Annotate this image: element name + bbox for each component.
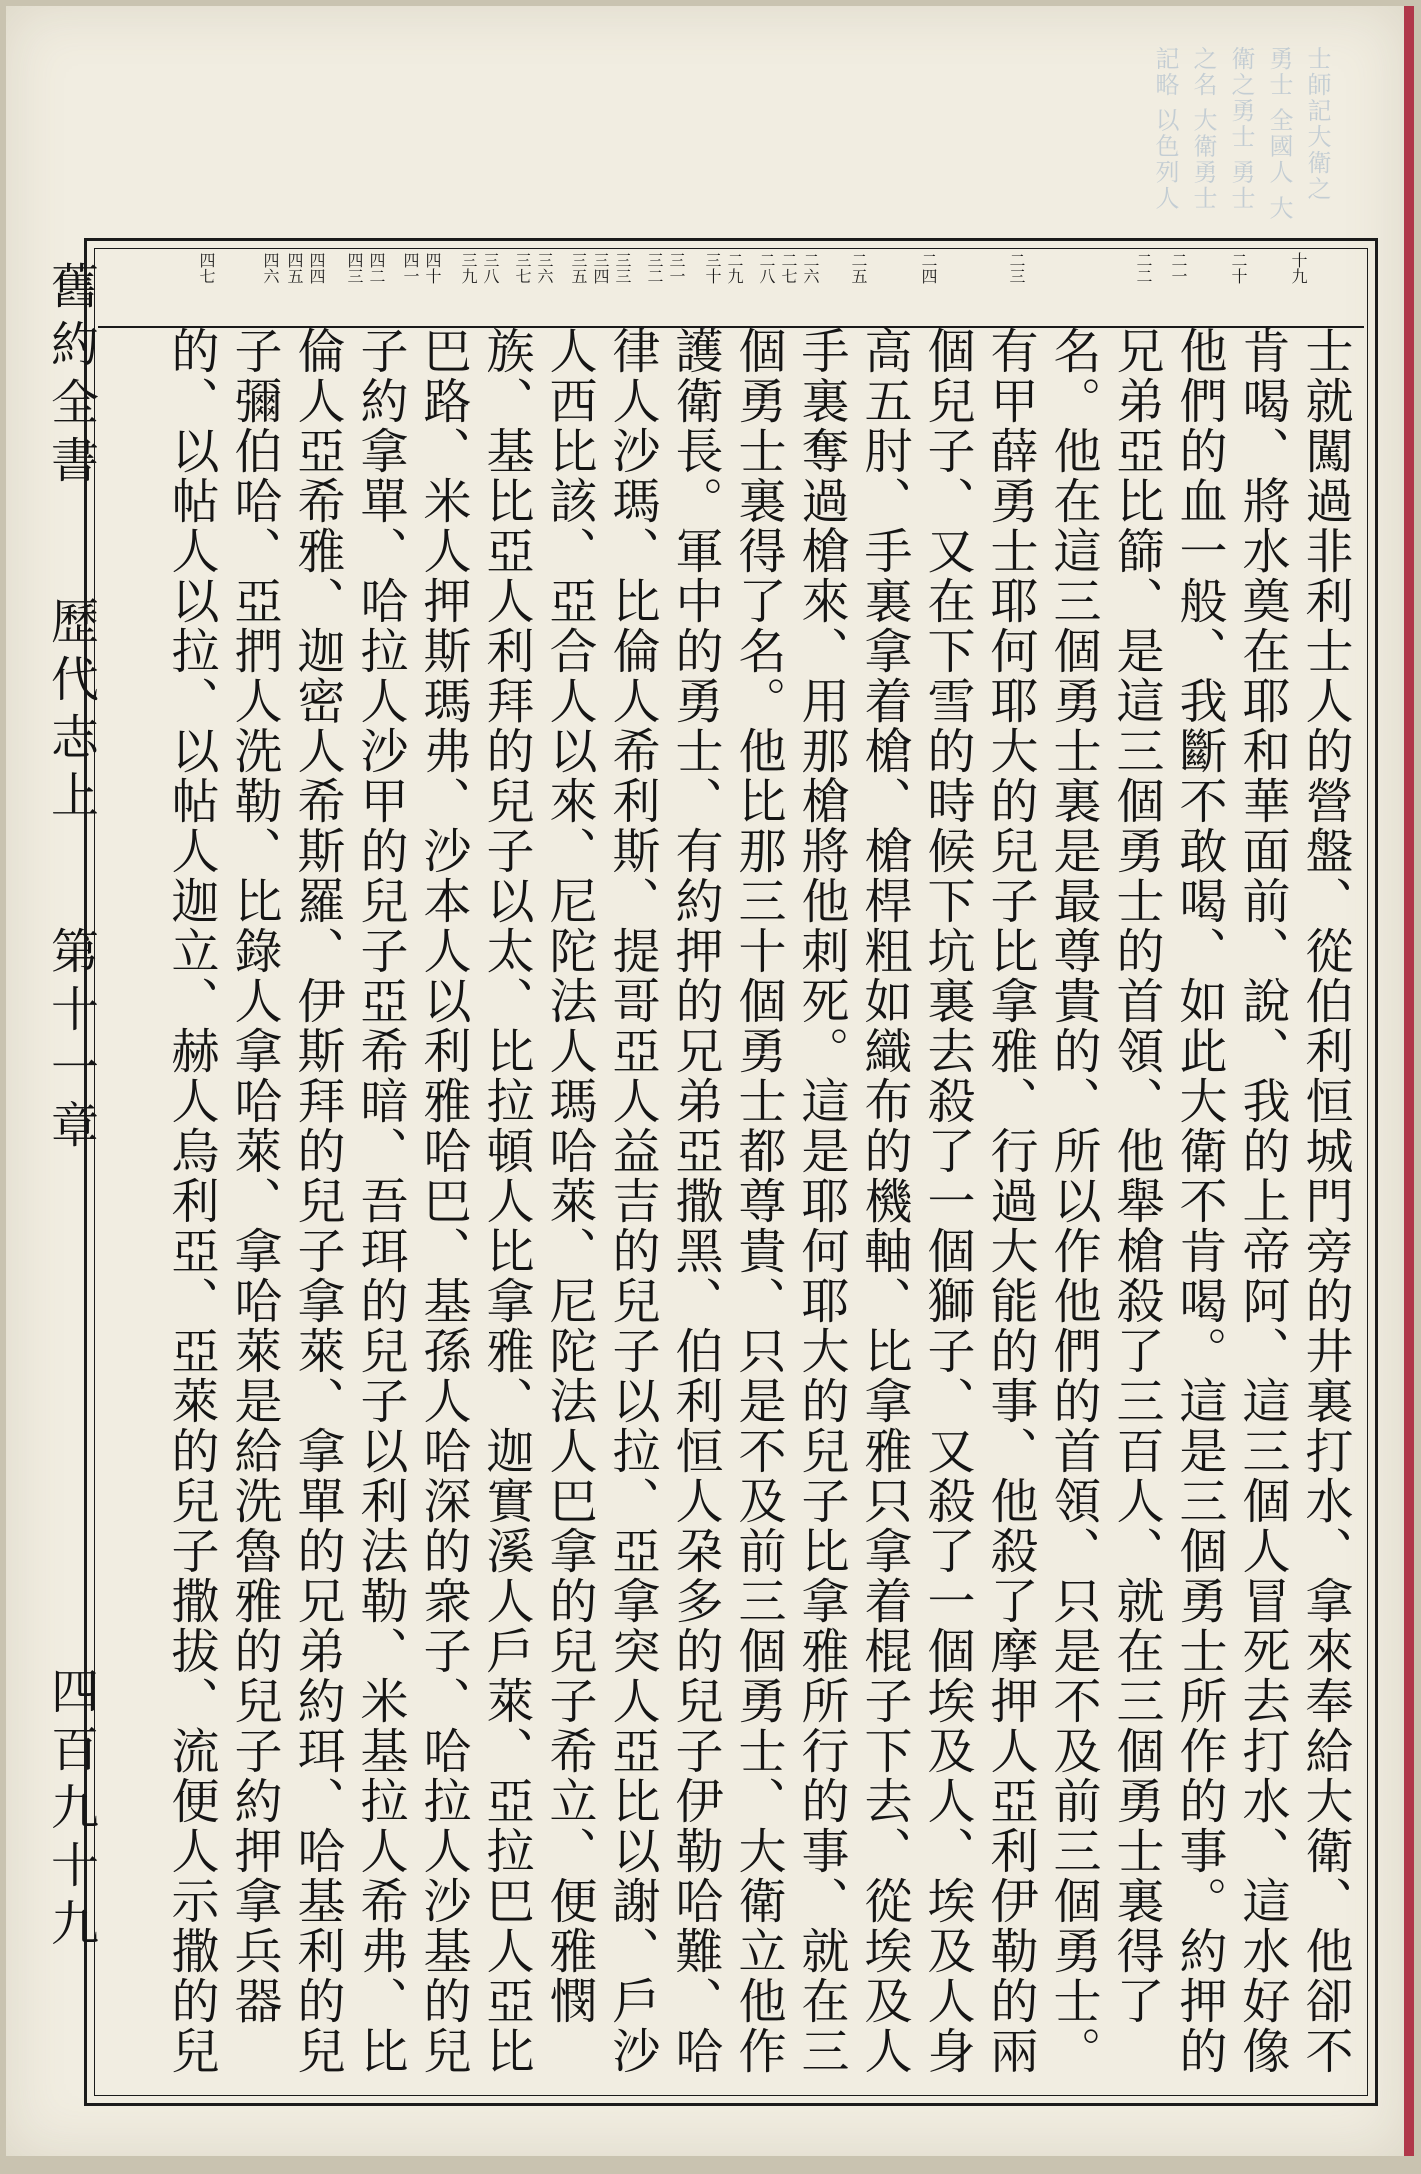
verse-number: 二六 [801,252,820,284]
verse-number: 三二 [645,252,664,284]
verse-number: 四二 [367,252,386,284]
verse-number: 二二 [1134,252,1153,284]
verse-number: 四五 [285,252,304,284]
verse-number: 三五 [569,252,588,284]
verse-number: 三一 [667,252,686,284]
scripture-body: 士就闖過非利士人的營盤、從伯利恒城門旁的井裏打水、拿來奉給大衛、他卻不肯喝、將水奠在耶和華面前、說、我的上帝阿、這三個人冒死去打水、這水好像他們的血一般、我斷不敢喝、如此大衛不肯喝。這是三個勇士所作的事。約押的兄弟亞比篩、是這三個勇士的首領、他舉槍殺了三百人、就在三個勇士裏得了名。他在這三個勇士裏是最尊貴的、所以作他們的首領、只是不及前三個勇士。有甲薛勇士耶何耶大的兒子比拿雅、行過大能的事、他殺了摩押人亞利伊勒的兩個兒子、又在下雪的時候下坑裏去殺了一個獅子、又殺了一個埃及人、埃及人身高五肘、手裏拿着槍、槍桿粗如織布的機軸、比拿雅只拿着棍子下去、從埃及人手裏奪過槍來、用那槍將他刺死。這是耶何耶大的兒子比拿雅所行的事、就在三個勇士裏得了名。他比那三十個勇士都尊貴、只是不及前三個勇士、大衛立他作護衛長。軍中的勇士、有約押的兄弟亞撒黑、伯利恒人朶多的兒子伊勒哈難、哈律人沙瑪、比倫人希利斯、提哥亞人益吉的兒子以拉、亞拿突人亞比以謝、戶沙人西比該、亞合人以來、尼陀法人瑪哈萊、尼陀法人巴拿的兒子希立、便雅憫族、基比亞人利拜的兒子以太、比拉頓人比拿雅、迦實溪人戶萊、亞拉巴人亞比巴路、米人押斯瑪弗、沙本人以利雅哈巴、基孫人哈深的衆子、哈拉人沙基的兒子約拿單、哈拉人沙甲的兒子亞希暗、吾珥的兒子以利法勒、米基拉人希弗、比倫人亞希雅、迦密人希斯羅、伊斯拜的兒子拿萊、拿單的兄弟約珥、哈基利的兒子彌伯哈、亞捫人洗勒、比錄人拿哈萊、拿哈萊是給洗魯雅的兒子約押拿兵器的、以帖人以拉、以帖人迦立、赫人烏利亞、亞萊的兒子撒拔、流便人示撒的兒 [163,326,1353,2076]
verse-number: 三六 [535,252,554,284]
verse-number: 二五 [849,252,868,284]
verse-number: 三八 [481,252,500,284]
verse-number: 三四 [591,252,610,284]
verse-number: 二十 [1229,252,1248,284]
left-margin [26,6,116,2174]
section-title: 歷代志上 [42,596,99,828]
bleed-through-text: 士師記大衛之勇士 全國人 大衛之勇士 勇士之名 大衛勇士記略 以色列人 [1151,46,1331,222]
verse-number: 二四 [919,252,938,284]
book-title: 舊約全書 [42,261,99,493]
book-page [6,6,1414,2156]
verse-number: 二三 [1007,252,1026,284]
verse-number: 四三 [345,252,364,284]
verse-number: 四七 [197,252,216,284]
verse-number: 四一 [401,252,420,284]
verse-number: 二九 [725,252,744,284]
verse-number: 三十 [703,252,722,284]
verse-number: 十九 [1289,252,1308,284]
verse-number: 二七 [779,252,798,284]
verse-number: 三七 [513,252,532,284]
chapter-label: 第十一章 [42,926,99,1158]
verse-number: 三九 [459,252,478,284]
verse-number: 四十 [423,252,442,284]
verse-number: 三三 [613,252,632,284]
verse-number: 二八 [757,252,776,284]
verse-number-row [98,246,1364,328]
verse-number: 四六 [261,252,280,284]
page-number: 四百九十九 [42,1666,99,1956]
verse-number: 二一 [1169,252,1188,284]
verse-number: 四四 [307,252,326,284]
